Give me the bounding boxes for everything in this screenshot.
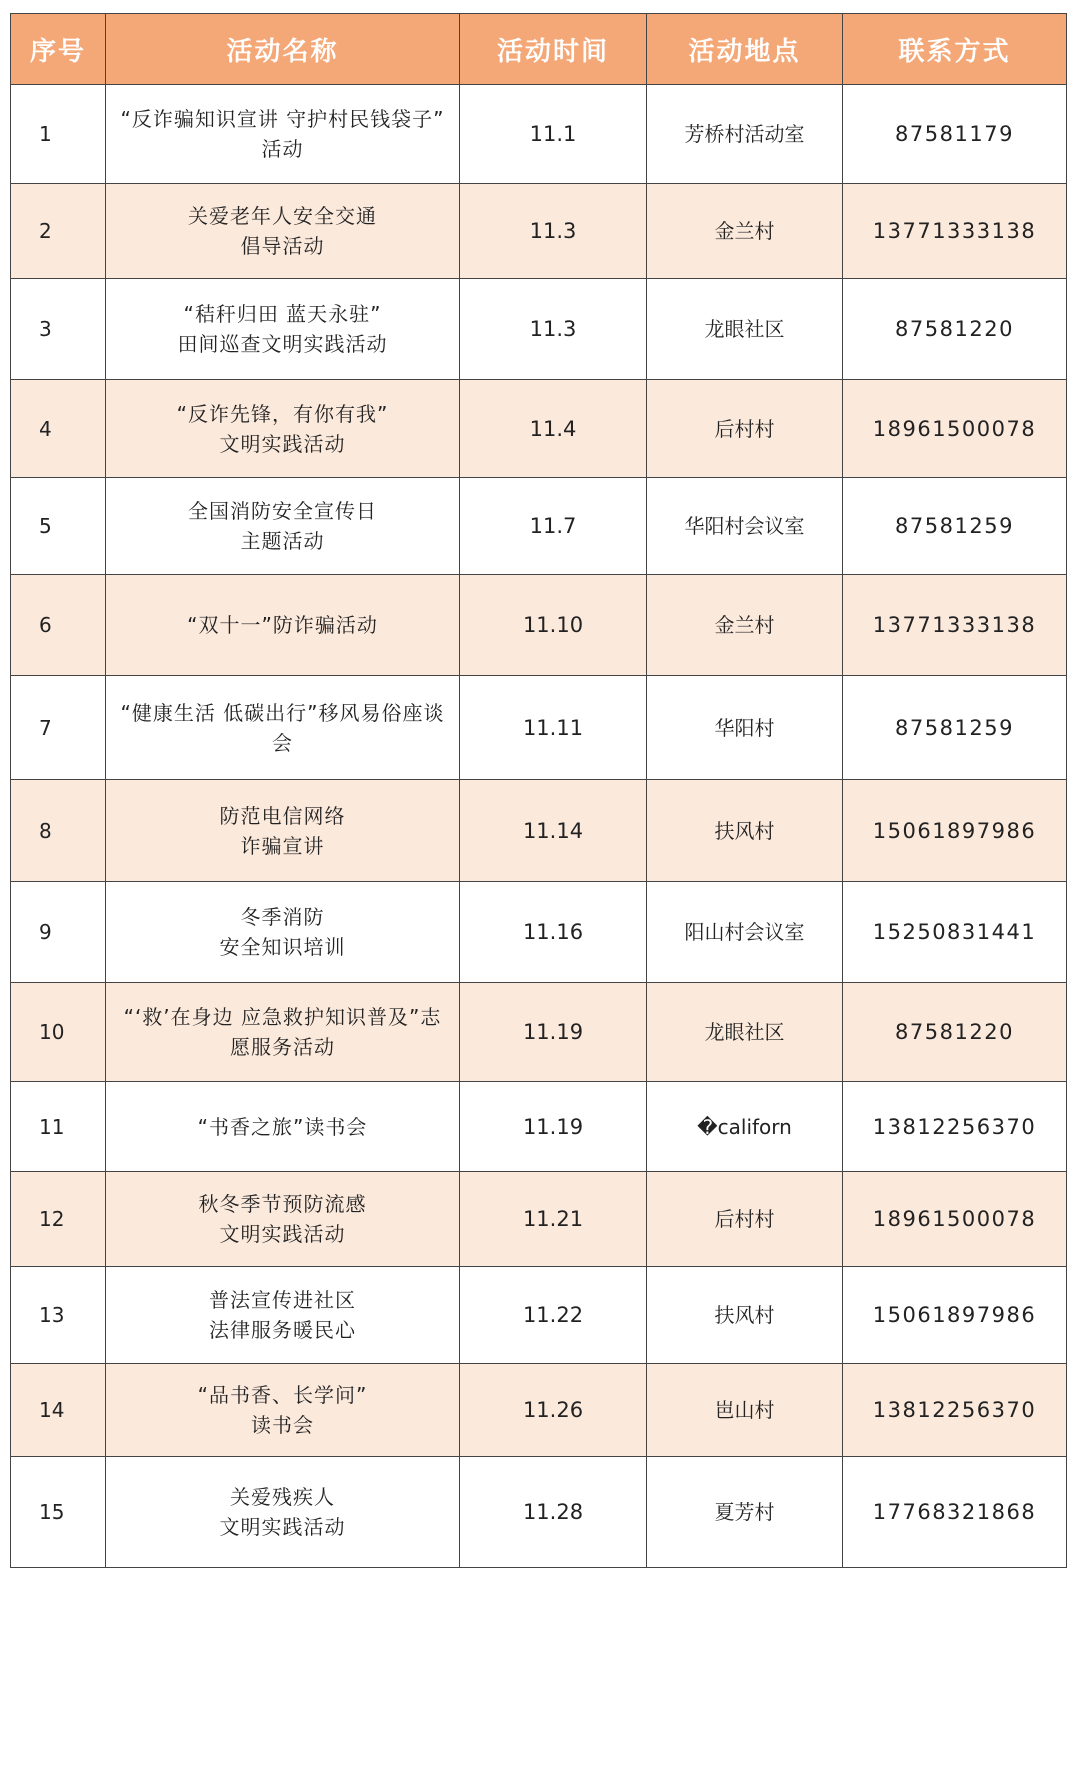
cell-serial-number: 9 (11, 882, 106, 983)
cell-activity-name (106, 575, 460, 676)
cell-serial-number: 11 (11, 1082, 106, 1172)
cell-contact: 13771333138 (843, 575, 1067, 676)
cell-activity-time: 11.26 (460, 1364, 647, 1457)
cell-serial-number: 2 (11, 184, 106, 279)
cell-contact: 87581259 (843, 478, 1067, 575)
cell-activity-time: 11.19 (460, 983, 647, 1082)
activity-name-line: “品书香、长学问” (197, 1383, 368, 1407)
cell-activity-location: 金兰村 (647, 575, 843, 676)
activity-name-line: “双十一”防诈骗活动 (187, 613, 378, 637)
cell-contact: 87581220 (843, 983, 1067, 1082)
cell-activity-location: 金兰村 (647, 184, 843, 279)
cell-activity-location: 岜山村 (647, 1364, 843, 1457)
cell-serial-number: 6 (11, 575, 106, 676)
activity-name-line: 防范电信网络 (219, 803, 346, 828)
table-row (11, 1457, 1067, 1568)
table-row (11, 1364, 1067, 1457)
cell-contact: 15250831441 (843, 882, 1067, 983)
cell-activity-time: 11.28 (460, 1457, 647, 1568)
activity-schedule-table-wrapper (10, 13, 1066, 1568)
table-row (11, 983, 1067, 1082)
cell-activity-location: 阳山村会议室 (647, 882, 843, 983)
activity-name-line: 会 (272, 730, 293, 755)
table-row (11, 882, 1067, 983)
activity-name-line: 文明实践活动 (219, 1515, 346, 1539)
cell-contact: 87581220 (843, 279, 1067, 380)
cell-contact: 87581259 (843, 676, 1067, 780)
header-contact: 联系方式 (843, 14, 1067, 85)
cell-activity-location: 扶风村 (647, 780, 843, 882)
table-row (11, 1082, 1067, 1172)
cell-serial-number: 12 (11, 1172, 106, 1267)
cell-activity-location: �californ (647, 1082, 843, 1172)
cell-serial-number: 3 (11, 279, 106, 380)
cell-serial-number: 10 (11, 983, 106, 1082)
cell-activity-name (106, 1172, 460, 1267)
cell-activity-location: 夏芳村 (647, 1457, 843, 1568)
table-row (11, 380, 1067, 478)
cell-contact: 17768321868 (843, 1457, 1067, 1568)
cell-activity-time: 11.19 (460, 1082, 647, 1172)
table-row (11, 279, 1067, 380)
cell-activity-location: 芳桥村活动室 (647, 85, 843, 184)
activity-name-line: 关爱残疾人 (230, 1485, 335, 1509)
cell-activity-name (106, 279, 460, 380)
activity-name-line: 文明实践活动 (219, 431, 346, 456)
cell-activity-location: 扶风村 (647, 1267, 843, 1364)
cell-activity-time: 11.1 (460, 85, 647, 184)
cell-serial-number: 13 (11, 1267, 106, 1364)
cell-contact: 87581179 (843, 85, 1067, 184)
header-activity-location: 活动地点 (647, 14, 843, 85)
activity-name-line: 倡导活动 (240, 234, 325, 258)
cell-contact: 15061897986 (843, 780, 1067, 882)
cell-activity-time: 11.7 (460, 478, 647, 575)
table-body (11, 85, 1067, 1568)
cell-activity-name (106, 1364, 460, 1457)
activity-name-line: 主题活动 (240, 529, 325, 553)
activity-name-line: 冬季消防 (240, 905, 325, 929)
cell-serial-number: 4 (11, 380, 106, 478)
cell-activity-name (106, 983, 460, 1082)
cell-activity-name (106, 85, 460, 184)
table-header-row (11, 14, 1067, 85)
cell-activity-name (106, 380, 460, 478)
table-row (11, 1267, 1067, 1364)
table-row (11, 184, 1067, 279)
activity-name-line: 法律服务暖民心 (209, 1318, 356, 1342)
cell-serial-number: 5 (11, 478, 106, 575)
header-activity-time: 活动时间 (460, 14, 647, 85)
activity-name-line: “‘救’在身边 应急救护知识普及”志 (123, 1005, 442, 1029)
cell-activity-location: 后村村 (647, 1172, 843, 1267)
cell-activity-name (106, 882, 460, 983)
cell-activity-location: 龙眼社区 (647, 279, 843, 380)
cell-activity-location: 龙眼社区 (647, 983, 843, 1082)
cell-activity-name (106, 1267, 460, 1364)
cell-activity-time: 11.4 (460, 380, 647, 478)
activity-name-line: “秸秆归田 蓝天永驻” (183, 302, 382, 326)
table-row (11, 575, 1067, 676)
activity-name-line: “反诈先锋，有你有我” (176, 401, 389, 426)
cell-activity-name (106, 676, 460, 780)
cell-contact: 13812256370 (843, 1364, 1067, 1457)
table-row (11, 676, 1067, 780)
cell-serial-number: 8 (11, 780, 106, 882)
table-row (11, 1172, 1067, 1267)
cell-activity-name (106, 1457, 460, 1568)
activity-name-line: 安全知识培训 (219, 935, 346, 959)
cell-serial-number: 1 (11, 85, 106, 184)
activity-name-line: 愿服务活动 (230, 1035, 335, 1059)
header-serial-number: 序号 (11, 14, 106, 85)
cell-activity-time: 11.21 (460, 1172, 647, 1267)
cell-activity-name (106, 780, 460, 882)
activity-name-line: “书香之旅”读书会 (197, 1114, 368, 1139)
cell-activity-time: 11.3 (460, 184, 647, 279)
activity-name-line: 读书会 (251, 1413, 314, 1437)
cell-contact: 13812256370 (843, 1082, 1067, 1172)
cell-activity-time: 11.16 (460, 882, 647, 983)
activity-schedule-table (10, 13, 1067, 1568)
cell-activity-time: 11.14 (460, 780, 647, 882)
cell-activity-location: 后村村 (647, 380, 843, 478)
cell-serial-number: 7 (11, 676, 106, 780)
cell-contact: 18961500078 (843, 1172, 1067, 1267)
cell-activity-name (106, 478, 460, 575)
table-row (11, 478, 1067, 575)
activity-name-line: “反诈骗知识宣讲 守护村民钱袋子” (120, 107, 445, 131)
activity-name-line: 全国消防安全宣传日 (188, 499, 377, 523)
header-activity-name: 活动名称 (106, 14, 460, 85)
cell-contact: 13771333138 (843, 184, 1067, 279)
cell-activity-location: 华阳村会议室 (647, 478, 843, 575)
cell-activity-name (106, 184, 460, 279)
cell-serial-number: 14 (11, 1364, 106, 1457)
activity-name-line: “健康生活 低碳出行”移风易俗座谈 (120, 700, 445, 725)
cell-contact: 18961500078 (843, 380, 1067, 478)
cell-serial-number: 15 (11, 1457, 106, 1568)
cell-activity-time: 11.10 (460, 575, 647, 676)
activity-name-line: 秋冬季节预防流感 (198, 1192, 367, 1216)
activity-name-line: 文明实践活动 (219, 1222, 346, 1246)
cell-activity-name (106, 1082, 460, 1172)
activity-name-line: 关爱老年人安全交通 (188, 204, 377, 228)
table-row (11, 780, 1067, 882)
table-row (11, 85, 1067, 184)
activity-name-line: 活动 (261, 137, 304, 161)
cell-activity-location: 华阳村 (647, 676, 843, 780)
activity-name-line: 普法宣传进社区 (209, 1288, 356, 1312)
cell-activity-time: 11.22 (460, 1267, 647, 1364)
activity-name-line: 田间巡查文明实践活动 (177, 332, 388, 356)
cell-contact: 15061897986 (843, 1267, 1067, 1364)
cell-activity-time: 11.3 (460, 279, 647, 380)
activity-name-line: 诈骗宣讲 (240, 833, 325, 858)
cell-activity-time: 11.11 (460, 676, 647, 780)
